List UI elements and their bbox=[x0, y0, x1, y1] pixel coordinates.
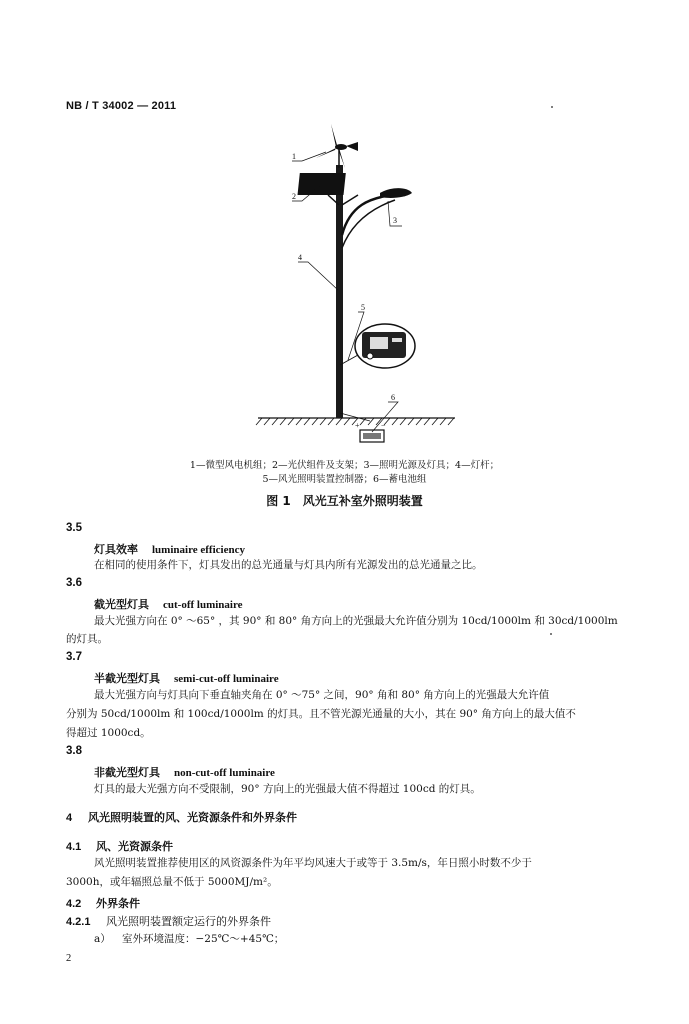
term-3-7 bbox=[94, 670, 279, 686]
section-number-3-5: 3.5 bbox=[66, 522, 82, 534]
definition-3-8: 灯具的最大光强方向不受限制，90° 方向上的光强最大值不得超过 100cd 的灯具。 bbox=[94, 783, 481, 795]
section-4-2-1-heading bbox=[66, 913, 271, 929]
lamp-arm bbox=[342, 195, 395, 248]
wind-turbine bbox=[316, 124, 358, 168]
section-number-3-8: 3.8 bbox=[66, 745, 82, 757]
section-4-2-heading bbox=[66, 895, 140, 911]
term-en: cut-off luminaire bbox=[163, 599, 243, 611]
definition-3-5: 在相同的使用条件下，灯具发出的总光通量与灯具内所有光源发出的总光通量之比。 bbox=[94, 559, 483, 571]
scan-speck bbox=[550, 633, 552, 635]
section-number: 4.2 bbox=[66, 898, 82, 910]
section-number: 4.1 bbox=[66, 841, 82, 853]
definition-3-6-line2: 的灯具。 bbox=[66, 633, 108, 645]
figure-title: 图 1 风光互补室外照明装置 bbox=[266, 494, 423, 508]
term-cn: 半截光型灯具 bbox=[94, 672, 160, 685]
term-en: semi-cut-off luminaire bbox=[174, 673, 279, 685]
section-title: 风光照明装置额定运行的外界条件 bbox=[106, 915, 271, 928]
definition-3-7-line2: 分别为 50cd/1000lm 和 100cd/1000lm 的灯具。且不管光源光通量的大小，其在 90° 角方向上的最大值不 bbox=[66, 708, 576, 720]
figure-legend-line1: 1—微型风电机组；2—光伏组件及支架；3—照明光源及灯具；4—灯杆； bbox=[189, 460, 500, 471]
figure-label-3: 3 bbox=[393, 216, 397, 225]
chapter-4-heading bbox=[66, 809, 297, 825]
battery-minus-symbol: − bbox=[381, 421, 386, 430]
solar-panel bbox=[298, 173, 358, 205]
term-cn: 非截光型灯具 bbox=[94, 766, 160, 779]
list-item-label: a） bbox=[94, 933, 111, 945]
term-cn: 截光型灯具 bbox=[94, 598, 149, 611]
section-4-1-heading bbox=[66, 838, 173, 854]
chapter-number: 4 bbox=[66, 812, 73, 824]
chapter-title: 风光照明装置的风、光资源条件和外界条件 bbox=[88, 811, 297, 824]
section-4-1-text-line2: 3000h，或年辐照总量不低于 5000MJ/m²。 bbox=[66, 876, 278, 888]
figure-label-1: 1 bbox=[292, 152, 296, 161]
term-en: luminaire efficiency bbox=[152, 544, 245, 556]
section-title: 外界条件 bbox=[96, 897, 140, 910]
section-number-3-6: 3.6 bbox=[66, 577, 82, 589]
figure-label-2: 2 bbox=[292, 192, 296, 201]
lamp-head bbox=[380, 188, 412, 198]
term-en: non-cut-off luminaire bbox=[174, 767, 275, 779]
term-3-6 bbox=[94, 596, 243, 612]
standard-header: NB / T 34002 — 2011 bbox=[66, 100, 177, 112]
battery-plus-symbol: + bbox=[355, 421, 360, 430]
definition-3-7-line1: 最大光强方向与灯具向下垂直轴夹角在 0° ～75° 之间，90° 角和 80° 角方向上的光强最大允许值 bbox=[94, 689, 550, 701]
controller bbox=[340, 324, 415, 368]
section-4-1-text-line1: 风光照明装置推荐使用区的风资源条件为年平均风速大于或等于 3.5m/s，年日照小时数不少于 bbox=[94, 857, 532, 869]
figure-label-4: 4 bbox=[298, 253, 302, 262]
scan-speck bbox=[551, 106, 553, 108]
term-3-5 bbox=[94, 541, 245, 557]
page-number: 2 bbox=[66, 953, 72, 964]
section-title: 风、光资源条件 bbox=[96, 840, 173, 853]
list-item-a bbox=[94, 930, 639, 948]
term-cn: 灯具效率 bbox=[94, 543, 138, 556]
term-3-8 bbox=[94, 764, 275, 780]
figure-label-5: 5 bbox=[361, 303, 365, 312]
section-number: 4.2.1 bbox=[66, 916, 91, 928]
definition-3-6-line1: 最大光强方向在 0° ～65° ，其 90° 和 80° 角方向上的光强最大允许值分别为 10cd/1000lm 和 30cd/1000lm bbox=[94, 615, 618, 627]
battery bbox=[340, 413, 384, 442]
figure-legend-line2: 5—风光照明装置控制器；6—蓄电池组 bbox=[262, 474, 427, 485]
figure-label-6: 6 bbox=[391, 393, 395, 402]
list-item-text: 室外环境温度：−25℃～+45℃； bbox=[122, 933, 285, 945]
definition-3-7-line3: 得超过 1000cd。 bbox=[66, 727, 151, 739]
section-number-3-7: 3.7 bbox=[66, 651, 82, 663]
